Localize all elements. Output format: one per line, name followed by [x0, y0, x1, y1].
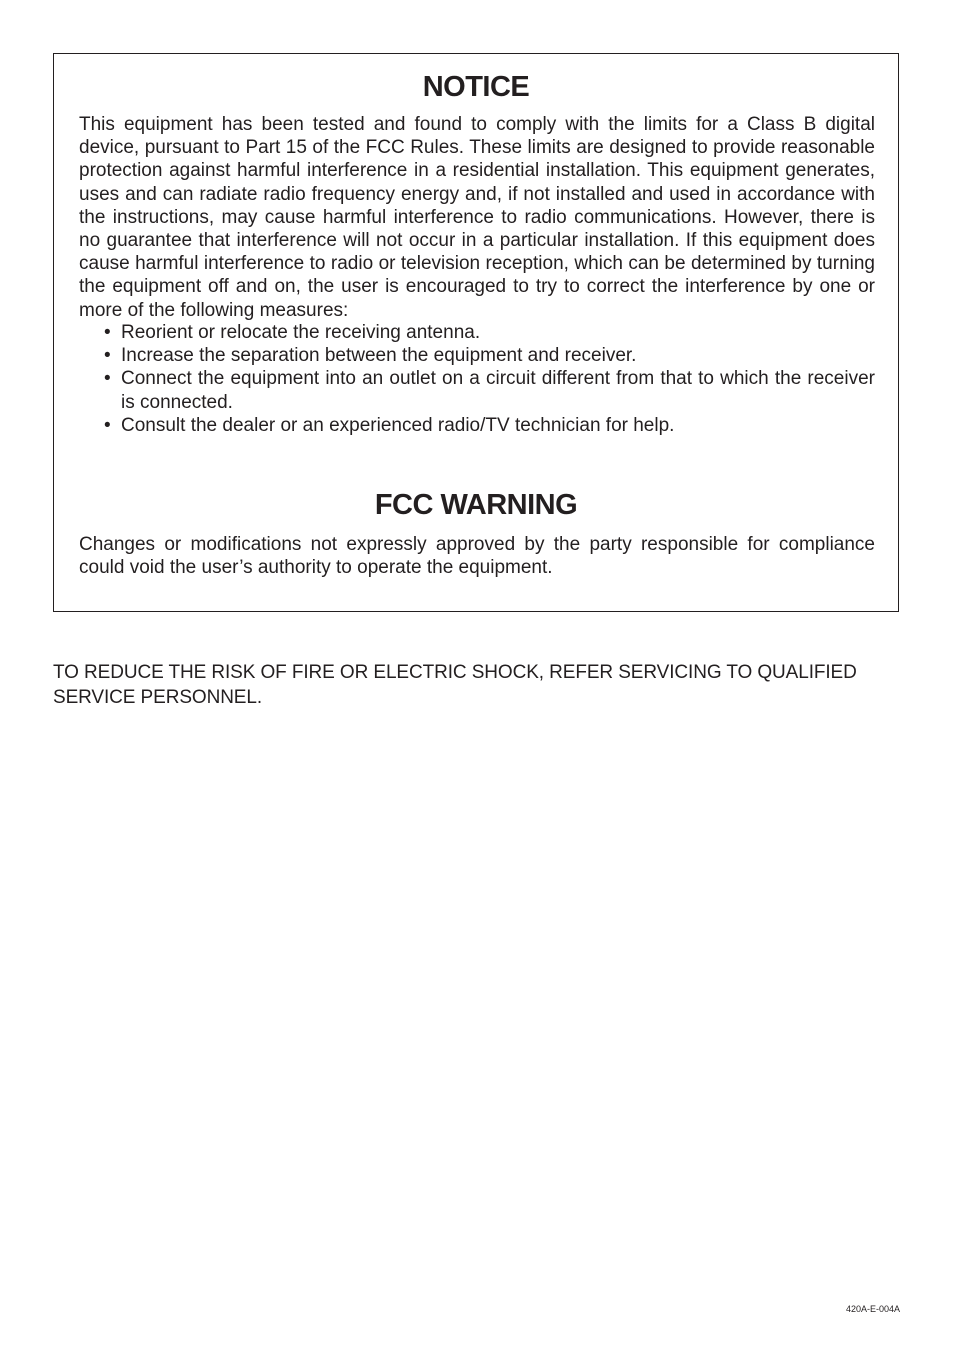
bullet-icon: •: [104, 345, 111, 367]
measure-text: Reorient or relocate the receiving antenna.: [121, 322, 481, 343]
measure-text: Consult the dealer or an experienced radio/TV technician for help.: [121, 414, 675, 436]
notice-heading: NOTICE: [422, 71, 530, 103]
bullet-icon: •: [104, 368, 111, 390]
fcc-warning-heading: FCC WARNING: [374, 489, 578, 521]
shock-warning-text: TO REDUCE THE RISK OF FIRE OR ELECTRIC SHOCK, REFER SERVICING TO QUALIFIED SERVICE PERSONNEL.: [53, 662, 857, 708]
notice-box: [53, 53, 899, 612]
bullet-icon: •: [104, 414, 111, 436]
notice-body: This equipment has been tested and found to comply with the limits for a Class B digital device, pursuant to Part 15 of the FCC Rules. These limits are designed to provide reasonable protection against harmful interference in a residential installation. This equipment generates, uses and can radiate radio frequency energy and, if not installed and used in accordance with the instructions, may cause harmful interference to radio communications. However, there is no guarantee that interference will not occur in a particular installation. If this equipment does cause harmful interference to radio or television reception, which can be determined by turning the equipment off and on, the user is encouraged to try to correct the interference by one or more of the following measures:: [79, 114, 875, 321]
fcc-warning-body: Changes or modifications not expressly approved by the party responsible for compliance could void the user’s authority to operate the equipment.: [79, 534, 875, 579]
measures-list: [104, 321, 875, 437]
measure-text: Connect the equipment into an outlet on a circuit different from that to which the receiver is connected.: [121, 368, 875, 413]
bullet-icon: •: [104, 322, 111, 343]
measure-item: [104, 321, 875, 344]
measure-item: [104, 344, 875, 367]
measure-item: [104, 367, 875, 413]
measure-item: [104, 414, 875, 437]
measure-text: Increase the separation between the equipment and receiver.: [121, 345, 637, 367]
document-code: 420A-E-004A: [845, 1304, 900, 1314]
